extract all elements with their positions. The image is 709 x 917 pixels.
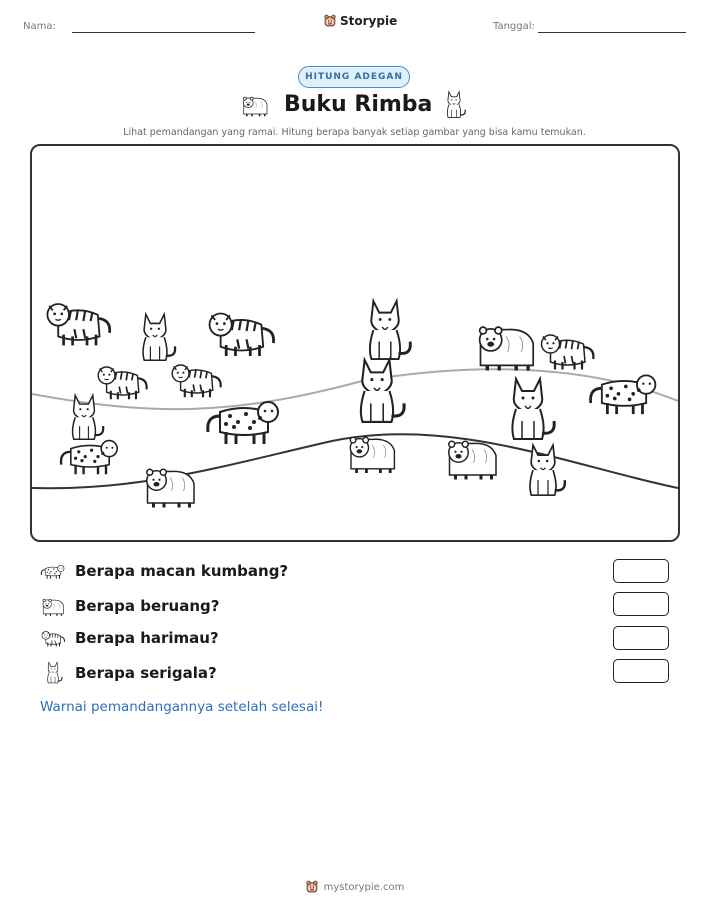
- animal-leopard[interactable]: [591, 375, 656, 414]
- question-bear: [40, 595, 219, 617]
- answer-box-bear[interactable]: [613, 592, 669, 616]
- animal-bear[interactable]: [350, 437, 394, 473]
- animal-wolf[interactable]: [370, 301, 410, 359]
- instructions: Lihat pemandangan yang ramai. Hitung berapa banyak setiap gambar yang bisa kamu temukan.: [123, 127, 586, 138]
- animal-tiger[interactable]: [47, 304, 109, 345]
- brand-name: Storypie: [340, 14, 398, 28]
- animal-bear[interactable]: [449, 441, 496, 479]
- question-label: Berapa serigala?: [75, 664, 217, 682]
- date-line[interactable]: [538, 32, 686, 33]
- animal-wolf[interactable]: [530, 445, 565, 495]
- animal-leopard[interactable]: [61, 441, 117, 475]
- question-tiger: [40, 628, 219, 648]
- storypie-mascot-icon: [323, 14, 337, 28]
- wolf-icon: [40, 661, 66, 685]
- footer-site[interactable]: mystorypie.com: [323, 881, 405, 893]
- bear-icon: [40, 595, 66, 617]
- name-label: Nama:: [23, 21, 56, 32]
- activity-badge: HITUNG ADEGAN: [298, 66, 410, 88]
- page-title: Buku Rimba: [284, 92, 433, 117]
- animal-bear[interactable]: [147, 469, 194, 507]
- question-label: Berapa harimau?: [75, 629, 219, 647]
- bear-icon: [240, 92, 270, 118]
- answer-box-wolf[interactable]: [613, 659, 669, 683]
- name-line[interactable]: [72, 32, 255, 33]
- answer-box-tiger[interactable]: [613, 626, 669, 650]
- storypie-mascot-icon: [305, 880, 319, 894]
- question-wolf: [40, 661, 217, 685]
- brand: [323, 14, 397, 28]
- animal-tiger[interactable]: [210, 314, 274, 357]
- animal-bear[interactable]: [480, 327, 534, 370]
- wolf-icon: [441, 90, 467, 120]
- answer-box-leopard[interactable]: [613, 559, 669, 583]
- coloring-note: Warnai pemandangannya setelah selesai!: [40, 699, 324, 715]
- animal-tiger[interactable]: [542, 335, 594, 370]
- animal-wolf[interactable]: [361, 360, 404, 422]
- question-leopard: [40, 562, 288, 580]
- date-label: Tanggal:: [493, 21, 535, 32]
- tiger-icon: [40, 628, 66, 648]
- question-label: Berapa beruang?: [75, 597, 220, 615]
- animal-wolf[interactable]: [143, 314, 175, 360]
- scene-illustration: [32, 146, 678, 540]
- animal-tiger[interactable]: [172, 365, 220, 397]
- leopard-icon: [40, 562, 66, 580]
- animal-wolf[interactable]: [512, 379, 554, 439]
- scene-panel: [30, 144, 680, 542]
- animal-tiger[interactable]: [98, 367, 146, 399]
- footer: [0, 880, 709, 894]
- question-label: Berapa macan kumbang?: [75, 562, 289, 580]
